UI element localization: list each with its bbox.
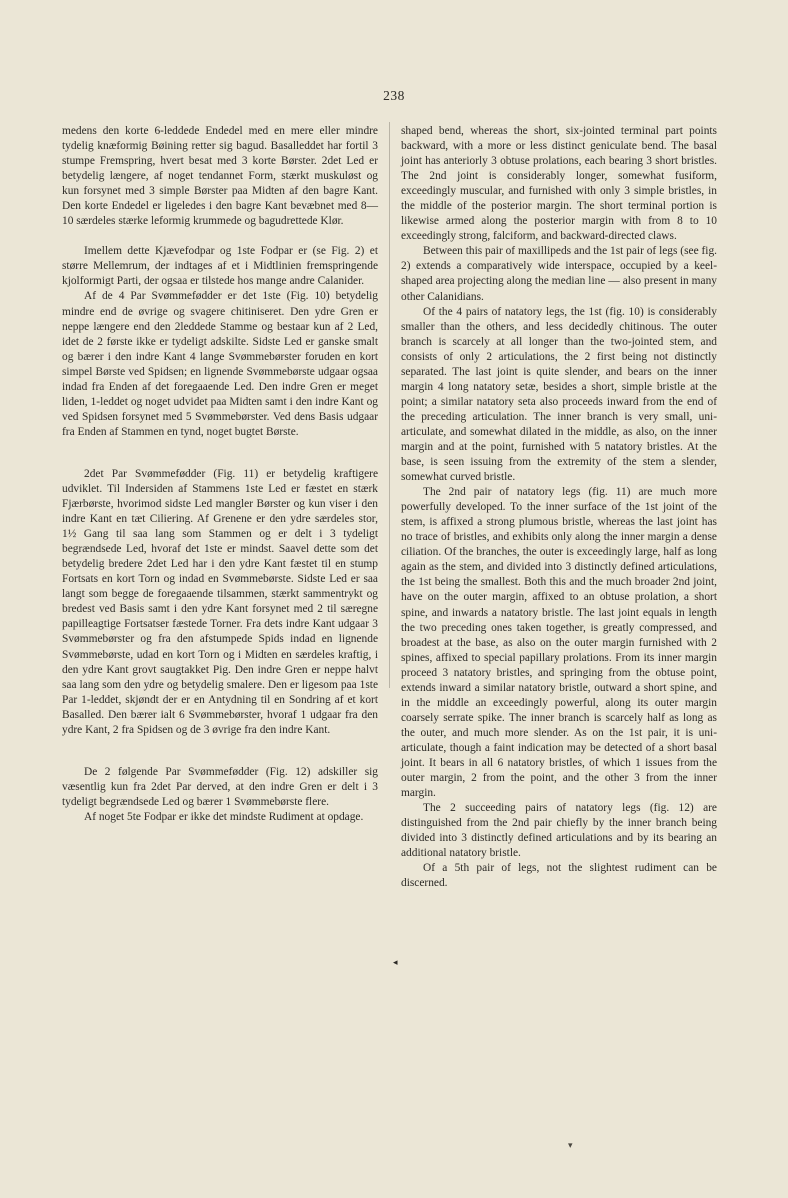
danish-paragraph-2: Imellem dette Kjævefodpar og 1ste Fodpar er (se Fig. 2) et større Mellemrum, der indtages af et i Midtlinien fremspringende kjolformigt Parti, der ogsaa er tilstede hos mange andre Calanider. <box>62 245 378 288</box>
danish-column <box>62 124 378 825</box>
english-paragraph-3: Of the 4 pairs of natatory legs, the 1st (fig. 10) is considerably smaller than the others, and less decidedly chitinous. The outer branch is scarcely at all longer than the two-jointed stem, and consists of only 2 articulations, the 2 first being not distinctly separated. The last joint is quite slender, and bears on the inner margin 4 long natatory setæ, besides a short, simple bristle at the point; a similar natatory seta also proceeds inward from the end of the preceding articulation. The inner branch is very small, uni-articulate, and somewhat dilated in the middle, as also, on the inner margin and at the point, furnished with 5 natatory bristles. At the base, is seen issuing from the extremity of the stem a slender, somewhat curved bristle. <box>401 305 717 484</box>
english-paragraph-6: Of a 5th pair of legs, not the slightest rudiment can be discerned. <box>401 862 717 890</box>
english-paragraph-4: The 2nd pair of natatory legs (fig. 11) are much more powerfully developed. To the inner surface of the 1st joint of the stem, is affixed a strong plumous bristle, whereas the last joint has no trace of bristles, and exhibits only along the inner margin a dense ciliation. Of the branches, the outer is exceedingly large, half as long again as the stem, and divided into 3 distinctly defined articulations, the 1st being the smallest. Both this and the much broader 2nd joint, have on the outer margin, affixed to an obtuse prolation, a short spine, and inwards a natatory bristle. The last joint equals in length the two preceding ones taken together, is greatly compressed, and broadest at the base, as also on the outer margin furnished with 2 spines, affixed to special papillary prolations. From its inner margin proceed 3 natatory bristles, and springing from the obtuse point, extends inward a similar natatory bristle, outward a short spine, and in the middle an exceedingly powerful, along its outer margin coarsely serrate spike. The inner branch is scarcely half as long as the outer, and much more slender. As on the 1st pair, it is uni-articulate, though a faint indication may be detected of a short basal joint. It bears in all 6 natatory bristles, of which 1 issues from the outer margin, 2 from the point, and the other 3 from the inner margin. <box>401 486 717 800</box>
danish-paragraph-5: De 2 følgende Par Svømmefødder (Fig. 12) adskiller sig væsentlig kun fra 2det Par derved, at den indre Gren er delt i 3 tydeligt begrændsede Led og bærer 1 Svømmebørste flere. <box>62 765 378 808</box>
danish-paragraph-4: 2det Par Svømmefødder (Fig. 11) er betydelig kraftigere udviklet. Til Indersiden af Stammens 1ste Led er fæstet en stærk Fjærbørste, hvorimod sidste Led mangler Børster og kun viser i den indre Kant en tæt Ciliering. Af Grenene er den ydre særdeles stor, 1½ Gang til saa lang som Stammen og er delt i 3 tydeligt begrændsede Led, hvoraf det 1ste er mindst. Saavel dette som det betydelig bredere 2det Led har i den ydre Kant fæstet til en stump Fortsats en kort Torn og indad en Svømmebørste. Sidste Led er saa langt som begge de foregaaende tilsammen, stærkt sammentrykt og bredest ved Basis samt i den ydre Kant forsynet med 2 til særegne papilleagtige Fortsatser fæstede Torner. Fra dets indre Kant udgaar 3 Svømmebørster og fra den afstumpede Spids indad en lignende Svømmebørste, udad en kort Torn og i Midten en særdeles kraftig, i den ydre Kant grovt saugtakket Pig. Den indre Gren er neppe halvt saa lang som den ydre og betydelig smalere. Den er ligesom paa 1ste Par 1-leddet, skjøndt der er en Antydning til en Sondring af et kort Basalled. Den bærer ialt 6 Svømmebørster, hvoraf 1 udgaar fra den ydre Kant, 2 fra Spidsen og de 3 øvrige fra den indre Kant. <box>62 467 378 736</box>
page-number: 238 <box>383 88 405 103</box>
english-paragraph-2: Between this pair of maxillipeds and the 1st pair of legs (see fig. 2) extends a comparatively wide interspace, occupied by a keel-shaped area projecting along the median line — also present in many other Calanidians. <box>401 245 717 303</box>
english-column <box>401 124 717 891</box>
column-divider <box>389 122 390 688</box>
margin-mark-icon: ◂ <box>393 957 398 967</box>
danish-paragraph-6: Af noget 5te Fodpar er ikke det mindste Rudiment at opdage. <box>84 810 364 823</box>
english-paragraph-5: The 2 succeeding pairs of natatory legs (fig. 12) are distinguished from the 2nd pair chiefly by the inner branch being divided into 3 distinctly defined articulations and by its bearing an additional natatory bristle. <box>401 802 717 860</box>
danish-paragraph-1: medens den korte 6-leddede Endedel med en mere eller mindre tydelig knæformig Bøining retter sig bagud. Basalleddet har fortil 3 stumpe Fremspring, hvert besat med 3 korte Børster. 2det Led er betydelig længere, af noget tendannet Form, stærkt muskuløst og kun forsynet med 3 simple Børster paa Midten af den bagre Kant. Den korte Endedel er ligeledes i den bagre Kant bevæbnet med 8—10 særdeles stærke leformig krummede og bagudrettede Klør. <box>62 125 378 228</box>
english-paragraph-1: shaped bend, whereas the short, six-jointed terminal part points backward, with a more or less distinct geniculate bend. The basal joint has anteriorly 3 obtuse prolations, each bearing 3 short bristles. The 2nd joint is considerably longer, somewhat fusiform, exceedingly muscular, and furnished with only 3 simple bristles, in the middle of the posterior margin. The short terminal portion is likewise armed along the posterior margin with from 8 to 10 exceedingly strong, falciform, and backward-directed claws. <box>401 125 717 243</box>
danish-paragraph-3: Af de 4 Par Svømmefødder er det 1ste (Fig. 10) betydelig mindre end de øvrige og svagere chitiniseret. Den ydre Gren er neppe længere end den 2leddede Stamme og bestaar kun af 2 Led, idet de 2 første ikke er tydeligt adskilte. Sidste Led er ganske smalt og bærer i den indre Kant 4 lange Svømmebørster foruden en kort simpel Børste ved Spidsen; en lignende Svømmebørste udgaar ogsaa indad fra Enden af det foregaaende Led. Den indre Gren er meget liden, 1-leddet og noget udvidet paa Midten samt i den indre Kant og ved Spidsen forsynet med 5 Svømmebørster. Ved dens Basis udgaar fra Enden af Stammen en tynd, noget bugtet Børste. <box>62 290 378 438</box>
speck-icon: ▾ <box>568 1140 573 1150</box>
